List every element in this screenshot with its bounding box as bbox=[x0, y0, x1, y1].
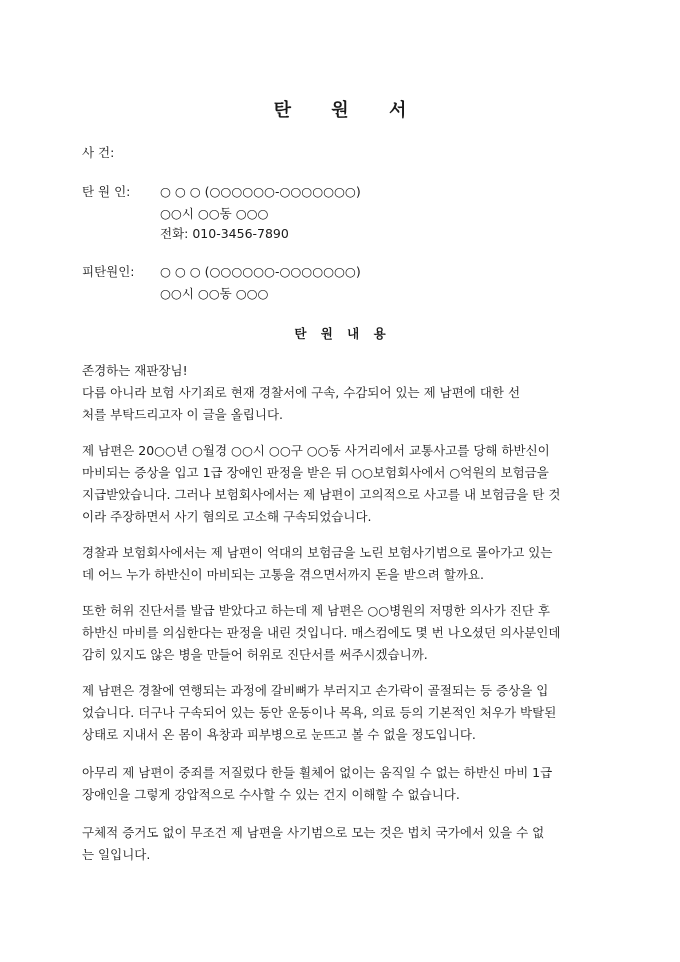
paragraph-diagnosis bbox=[82, 600, 602, 666]
paragraph-line: 구체적 증거도 없이 무조건 제 남편을 사기범으로 모는 것은 법치 국가에서 있을 수 없 bbox=[82, 825, 545, 840]
paragraph-line: 장애인을 그렇게 강압적으로 수사할 수 있는 건지 이해할 수 없습니다. bbox=[82, 787, 460, 802]
paragraph-line: 또한 허위 진단서를 발급 받았다고 하는데 제 남편은 ○○병원의 저명한 의사가 진단 후 bbox=[82, 603, 550, 618]
petitioner-phone: 전화: 010-3456-7890 bbox=[160, 226, 289, 241]
paragraph-line: 데 어느 누가 하반신이 마비되는 고통을 겪으면서까지 돈을 받으려 할까요. bbox=[82, 567, 484, 582]
petitioner-label: 탄 원 인: bbox=[82, 184, 131, 199]
case-label: 사 건: bbox=[82, 145, 115, 160]
paragraph-investigation bbox=[82, 762, 602, 806]
paragraph-line: 다름 아니라 보험 사기죄로 현재 경찰서에 구속, 수감되어 있는 제 남편에 대한 선 bbox=[82, 385, 521, 400]
respondent-address: ○○시 ○○동 ○○○ bbox=[160, 286, 269, 301]
paragraph-line: 었습니다. 더구나 구속되어 있는 동안 운동이나 목욕, 의료 등의 기본적인 처우가 박탈된 bbox=[82, 705, 557, 720]
respondent-name: ○ ○ ○ (○○○○○○-○○○○○○○) bbox=[160, 264, 361, 279]
paragraph-line: 하반신 마비를 의심한다는 판정을 내린 것입니다. 매스컴에도 몇 번 나오셨던 의사분인데 bbox=[82, 625, 561, 640]
paragraph-greeting bbox=[82, 360, 602, 426]
paragraph-line: 상태로 지내서 온 몸이 욕창과 피부병으로 눈뜨고 볼 수 없을 정도입니다. bbox=[82, 727, 476, 742]
paragraph-line: 제 남편은 경찰에 연행되는 과정에 갈비뼈가 부러지고 손가락이 골절되는 등 증상을 입 bbox=[82, 683, 549, 698]
paragraph-line: 이라 주장하면서 사기 혐의로 고소해 구속되었습니다. bbox=[82, 509, 372, 524]
respondent-label: 피탄원인: bbox=[82, 264, 135, 279]
paragraph-line: 경찰과 보험회사에서는 제 남편이 억대의 보험금을 노린 보험사기범으로 몰아가고 있는 bbox=[82, 545, 553, 560]
paragraph-injury bbox=[82, 680, 602, 746]
paragraph-line: 감히 있지도 않은 병을 만들어 허위로 진단서를 써주시겠습니까. bbox=[82, 647, 428, 662]
section-title: 탄 원 내 용 bbox=[294, 326, 386, 341]
paragraph-police bbox=[82, 542, 602, 586]
paragraph-line: 제 남편은 20○○년 ○월경 ○○시 ○○구 ○○동 사거리에서 교통사고를 당해 하반신이 bbox=[82, 443, 550, 458]
paragraph-accident bbox=[82, 440, 602, 528]
paragraph-line: 처를 부탁드리고자 이 글을 올립니다. bbox=[82, 407, 283, 422]
petitioner-name: ○ ○ ○ (○○○○○○-○○○○○○○) bbox=[160, 184, 361, 199]
document-title: 탄 원 서 bbox=[273, 100, 407, 121]
paragraph-line: 마비되는 증상을 입고 1급 장애인 판정을 받은 뒤 ○○보험회사에서 ○억원의 보험금을 bbox=[82, 465, 549, 480]
paragraph-line: 아무리 제 남편이 중죄를 저질렀다 한들 휠체어 없이는 움직일 수 없는 하반신 마비 1급 bbox=[82, 765, 553, 780]
petitioner-address: ○○시 ○○동 ○○○ bbox=[160, 206, 269, 221]
paragraph-conclusion bbox=[82, 822, 602, 866]
paragraph-line: 는 일입니다. bbox=[82, 847, 151, 862]
paragraph-line: 존경하는 재판장님! bbox=[82, 363, 188, 378]
paragraph-line: 지급받았습니다. 그러나 보험회사에서는 제 남편이 고의적으로 사고를 내 보험금을 탄 것 bbox=[82, 487, 561, 502]
